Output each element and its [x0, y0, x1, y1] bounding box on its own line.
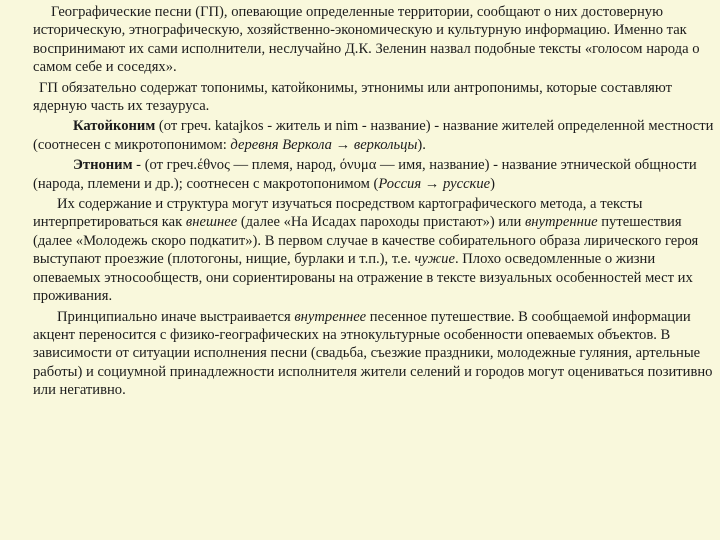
paragraph-text: путешествия (далее «Молодежь скоро подкатит»). В первом случае в качестве собирательного образа лирического героя выступают проезжие (плотогоны, нищие, бурлаки и т.п.), т.е. [33, 214, 699, 268]
paragraph-text: . Плохо осведомленные о жизни опеваемых этносообществ, они сориентированы на отражение в тексте визуальных особенностей мест их проживания. [33, 251, 693, 305]
paragraph-text: (далее «На Исадах пароходы пристают») или [237, 214, 525, 231]
paragraph-text: - (от греч.έθνος — племя, народ, όνυμα — имя, название) - название этнической общности (народа, племени и др.); соотнесен с макротопонимом ( [33, 157, 697, 192]
emphasis-text: чужие [414, 251, 455, 268]
paragraph-text: Географические песни (ГП), опевающие определенные территории, сообщают о них достоверную историческую, этнографическую, хозяйственно-экономическую и культурную информацию. Именно так воспринимают их сами исполнители, неслучайно Д.К. Зеленин назвал подобные тексты «голосом народа о самом себе и соседях». [33, 4, 700, 76]
paragraph-text: Их содержание и структура могут изучаться посредством картографического метода, а тексты интерпретироваться как [33, 196, 643, 231]
emphasis-text: внешнее [185, 214, 238, 231]
paragraph-text: ). [417, 136, 426, 153]
paragraph-ethnonym [33, 156, 714, 193]
paragraph-text: песенное путешествие. В сообщаемой информации акцент переносится с физико-географических на этнокультурные особенности опеваемых объектов. В зависимости от ситуации исполнения песни (свадьба, съезжие праздники, молодежные гуляния, артельные работы) и социумной принадлежности исполнителя жители селений и городов могут оцениваться позитивно или негативно. [33, 308, 713, 399]
example-text: Россия → русские [378, 175, 491, 192]
paragraph-text: ГП обязательно содержат топонимы, катойконимы, этнонимы или антропонимы, которые составляют ядерную часть их тезауруса. [33, 79, 672, 115]
paragraph-content-structure [33, 195, 714, 305]
emphasis-text: внутренние [524, 214, 598, 231]
term-ethnonym: Этноним [73, 157, 133, 174]
paragraph-toponyms [33, 79, 714, 116]
paragraph-katoikonym [33, 117, 714, 154]
paragraph-geographic-songs [33, 3, 714, 77]
paragraph-text: ) [490, 175, 496, 192]
paragraph-text: Принципиально иначе выстраивается [57, 308, 295, 325]
emphasis-text: внутреннее [294, 308, 367, 325]
example-text: деревня Веркола → веркольцы [230, 136, 418, 153]
paragraph-internal-journey [33, 308, 714, 400]
term-katoikonym: Катойконим [73, 118, 156, 135]
paragraph-text: (от греч. katajkos - житель и nim - название) - название жителей определенной местности (соотнесен с микротопонимом: [33, 118, 714, 153]
